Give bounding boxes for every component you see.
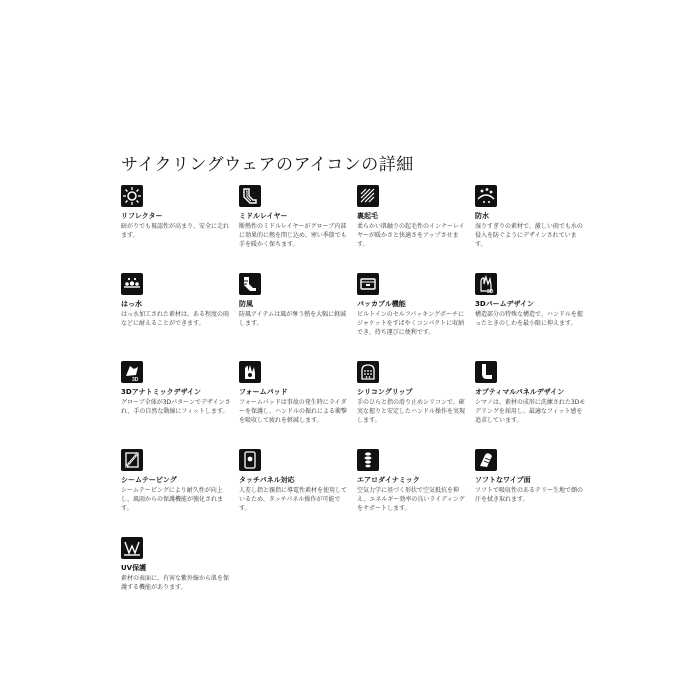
feature-name: はっ水 xyxy=(121,300,142,308)
feature-description: ビルトインのセルフパッキングポーチにジャケットをすばやくコンパクトに収納でき、持ち運びに便利です。 xyxy=(357,311,465,336)
feature-description: 構造部分の特殊な構造で、ハンドルを握ったときのしわを最小限に抑えます。 xyxy=(475,311,583,327)
water-repellent-icon xyxy=(121,273,143,295)
feature-description: 空気力学に基づく形状で空気抵抗を抑え、エネルギー効率の良いライディングをサポートします。 xyxy=(357,487,465,512)
feature-name: UV保護 xyxy=(121,564,147,572)
packable-icon xyxy=(357,273,379,295)
feature-3d-anatomic xyxy=(121,361,239,449)
brushed-fleece-icon xyxy=(357,185,379,207)
feature-waterproof xyxy=(475,185,593,273)
aerodynamic-icon xyxy=(357,449,379,471)
windproof-icon xyxy=(239,273,261,295)
feature-water-repellent xyxy=(121,273,239,361)
feature-description: 柔らかい肌触りの起毛性のインナーレイヤーが暖かさと快適さをアップさせます。 xyxy=(357,223,465,248)
feature-description: フォームパッドは事故の発生時にライダーを保護し、ハンドルの振れによる衝撃を吸収して疲れを軽減します。 xyxy=(239,399,348,424)
3d-palm-icon xyxy=(475,273,497,295)
feature-name: オプティマルパネルデザイン xyxy=(475,388,565,396)
feature-name: ソフトなワイプ面 xyxy=(475,476,531,484)
feature-name: シームテーピング xyxy=(121,476,177,484)
feature-name: フォームパッド xyxy=(239,388,288,396)
feature-description: ソフトで吸収性のあるテリー生地で顔の汗を拭き取れます。 xyxy=(475,487,584,503)
feature-name: パッカブル機能 xyxy=(357,300,406,308)
icon-grid xyxy=(121,185,593,625)
feature-name: ミドルレイヤー xyxy=(239,212,288,220)
feature-description: 手のひらと指の滑り止めシリコンで、確実な握りと安定したハンドル操作を実現します。 xyxy=(357,399,466,424)
feature-description: 人差し指と親指に導電性素材を使用しているため、タッチパネル操作が可能です。 xyxy=(239,487,348,512)
feature-description: はっ水加工された素材は、ある程度の雨などに耐えることができます。 xyxy=(121,311,230,327)
feature-touch-panel xyxy=(239,449,357,537)
touch-panel-icon xyxy=(239,449,261,471)
feature-name: 防風 xyxy=(239,300,253,308)
feature-middle-layer xyxy=(239,185,357,273)
feature-description: 湿りすぎりの素材で、激しい雨でも水の侵入を防ぐようにデザインされています。 xyxy=(475,223,583,248)
seam-taping-icon xyxy=(121,449,143,471)
feature-description: グローブ全体が3Dパターンでデザインされ、手の自然な動線にフィットします。 xyxy=(121,399,231,415)
reflector-icon xyxy=(121,185,143,207)
feature-description: 防風アイテムは風が奪う熱を大幅に軽減します。 xyxy=(239,311,347,327)
feature-name: 3Dアナトミックデザイン xyxy=(121,388,202,396)
feature-seam-taping xyxy=(121,449,239,537)
feature-uv-protection xyxy=(121,537,239,625)
middle-layer-icon xyxy=(239,185,261,207)
foam-pad-icon xyxy=(239,361,261,383)
feature-foam-pad xyxy=(239,361,357,449)
feature-description: シームテーピングにより耐久性が向上し、風雨からの保護機能が強化されます。 xyxy=(121,487,224,512)
feature-description: 暗がりでも視認性が高まり、安全に走れます。 xyxy=(121,223,230,239)
feature-silicon-grip xyxy=(357,361,475,449)
feature-reflector xyxy=(121,185,239,273)
feature-description: シマノは、素材の成形に洗練された3Dモデリングを採用し、最適なフィット感を追求しています。 xyxy=(475,399,586,424)
feature-description: 素材の表面に、有害な紫外線から肌を保護する機能があります。 xyxy=(121,575,230,591)
svg-text:3D: 3D xyxy=(132,377,139,383)
feature-name: 3Dパームデザイン xyxy=(475,300,535,308)
feature-name: タッチパネル対応 xyxy=(239,476,295,484)
optimal-panel-icon xyxy=(475,361,497,383)
feature-windproof xyxy=(239,273,357,361)
soft-wipe-icon xyxy=(475,449,497,471)
feature-3d-palm xyxy=(475,273,593,361)
feature-aerodynamic xyxy=(357,449,475,537)
waterproof-icon xyxy=(475,185,497,207)
feature-soft-wipe xyxy=(475,449,593,537)
silicon-grip-icon xyxy=(357,361,379,383)
svg-text:3D: 3D xyxy=(487,289,494,295)
feature-brushed-fleece xyxy=(357,185,475,273)
feature-packable xyxy=(357,273,475,361)
3d-anatomic-icon xyxy=(121,361,143,383)
feature-name: エアロダイナミック xyxy=(357,476,420,484)
feature-name: 裏起毛 xyxy=(357,212,378,220)
feature-description: 断熱性のミドルレイヤーがグローブ内部に効果的に熱を閉じ込め、寒い季節でも手を暖かく保ちます。 xyxy=(239,223,347,248)
page-title: サイクリングウェアのアイコンの詳細 xyxy=(121,155,414,175)
feature-name: 防水 xyxy=(475,212,489,220)
feature-optimal-panel xyxy=(475,361,593,449)
feature-name: シリコングリップ xyxy=(357,388,413,396)
uv-protection-icon xyxy=(121,537,143,559)
feature-name: リフレクター xyxy=(121,212,163,220)
